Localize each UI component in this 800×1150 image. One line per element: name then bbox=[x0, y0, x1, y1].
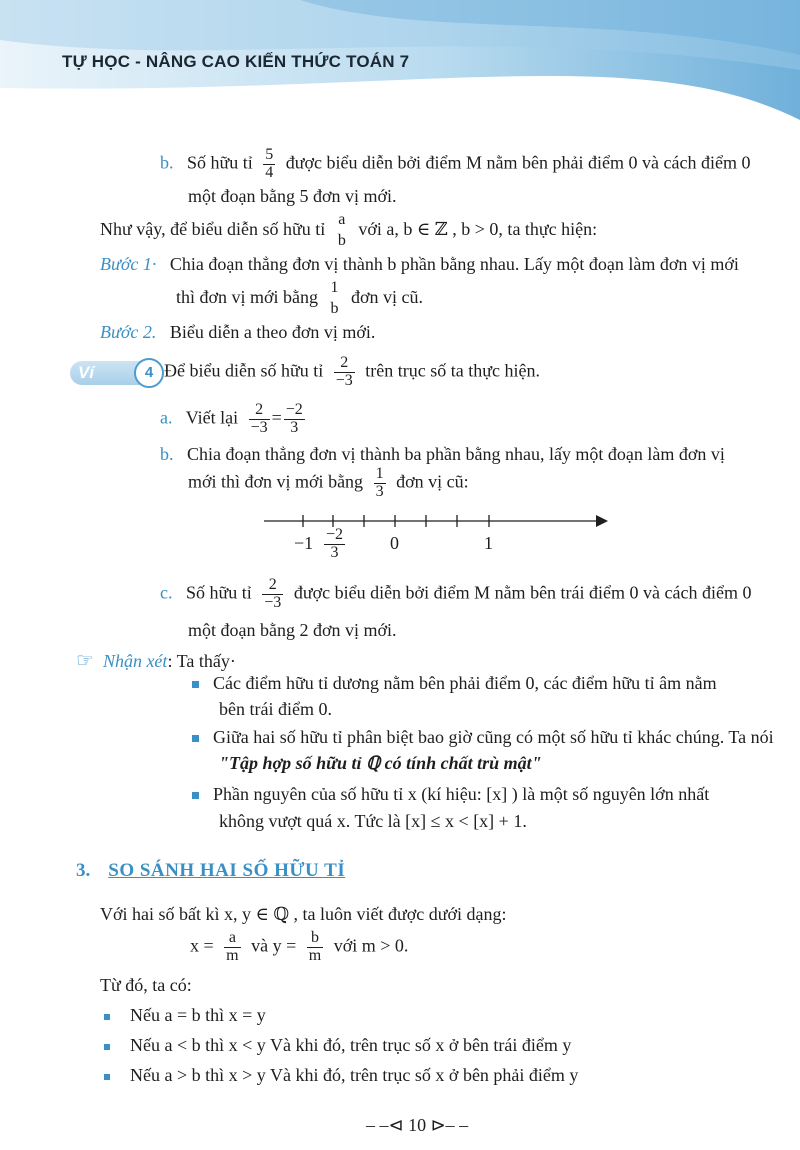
fraction-5-4: $\frac{5}{4}$ bbox=[265, 146, 274, 181]
bullet-square-icon bbox=[104, 1014, 110, 1020]
fraction-2-neg3: $\frac{2}{-3}$ bbox=[335, 354, 353, 389]
step-1-label: Bước 1· bbox=[100, 254, 157, 274]
bullet-square-icon bbox=[104, 1044, 110, 1050]
text: mới thì đơn vị mới bằng bbox=[188, 471, 364, 492]
section-3-formula bbox=[190, 930, 408, 965]
text: được biểu diễn bởi điểm M nằm bên trái điểm 0 và cách điểm 0 bbox=[293, 582, 752, 603]
label-one: 1 bbox=[484, 533, 493, 553]
remark-bullet-3-line2: không vượt quá x. Tức là [x] ≤ x < [x] + 1. bbox=[219, 811, 527, 831]
step-1-line2 bbox=[176, 280, 423, 318]
compare-item bbox=[104, 1035, 571, 1056]
text: Các điểm hữu tỉ dương nằm bên phải điểm 0, các điểm hữu tỉ âm nằm bbox=[213, 673, 717, 693]
text: được biểu diễn bởi điểm M nằm bên phải điểm 0 và cách điểm 0 bbox=[285, 152, 751, 173]
section-title: SO SÁNH HAI SỐ HỮU TỈ bbox=[108, 860, 346, 881]
fraction-2-neg3: $\frac{2}{-3}$ bbox=[250, 401, 268, 436]
general-rule bbox=[100, 212, 597, 250]
text: Viết lại bbox=[185, 407, 239, 428]
label-zero: 0 bbox=[390, 533, 399, 553]
text: : Ta thấy· bbox=[167, 651, 236, 671]
text: Nếu a < b thì x < y Và khi đó, trên trục số x ở bên trái điểm y bbox=[130, 1035, 572, 1055]
text: Biểu diễn a theo đơn vị mới. bbox=[169, 322, 376, 342]
text: đơn vị cũ: bbox=[396, 471, 469, 492]
part-b bbox=[160, 444, 725, 465]
fraction-neg2-3: $\frac{-2}{3}$ bbox=[285, 401, 303, 436]
marker-c: c. bbox=[160, 582, 173, 603]
marker-a: a. bbox=[160, 407, 173, 428]
fraction-1-b: 1 b bbox=[330, 279, 339, 317]
text: Số hữu tỉ bbox=[187, 152, 253, 173]
text: Chia đoạn thẳng đơn vị thành ba phần bằng nhau, lấy một đoạn làm đơn vị bbox=[187, 444, 725, 464]
example-intro bbox=[164, 355, 540, 390]
remark-bullet-2-quote: "Tập hợp số hữu tỉ ℚ có tính chất trù mật" bbox=[219, 753, 542, 773]
step-2-label: Bước 2. bbox=[100, 322, 157, 342]
fraction-a-b: a b bbox=[337, 211, 346, 249]
section-number: 3. bbox=[76, 860, 91, 881]
fraction-1-3: $\frac{1}{3}$ bbox=[375, 465, 384, 500]
bullet-square-icon bbox=[192, 681, 199, 688]
remark-bullet-3 bbox=[192, 784, 709, 805]
arrow-head-icon bbox=[596, 515, 608, 527]
text: và y = bbox=[251, 935, 297, 956]
text: Số hữu tỉ bbox=[186, 582, 252, 603]
header-band bbox=[0, 0, 800, 130]
part-b-top bbox=[160, 147, 750, 182]
section-3-intro: Với hai số bất kì x, y ∈ ℚ , ta luôn viết được dưới dạng: bbox=[100, 904, 507, 924]
part-a bbox=[160, 402, 311, 437]
part-b-top-line2: một đoạn bằng 5 đơn vị mới. bbox=[188, 186, 397, 206]
marker-b: b. bbox=[160, 444, 174, 464]
marker-b: b. bbox=[160, 152, 174, 173]
text: thì đơn vị mới bằng bbox=[176, 286, 319, 307]
part-b-line2 bbox=[188, 466, 469, 501]
left-dash-arrow-icon: – –⊲ bbox=[366, 1115, 409, 1135]
text: Phần nguyên của số hữu tỉ x (kí hiệu: [x] ) là một số nguyên lớn nhất bbox=[213, 784, 710, 804]
text: Nếu a = b thì x = y bbox=[130, 1005, 266, 1025]
step-1 bbox=[100, 254, 739, 275]
text: với m > 0. bbox=[333, 935, 409, 956]
fraction-2-neg3: $\frac{2}{-3}$ bbox=[264, 576, 282, 611]
text: Chia đoạn thẳng đơn vị thành b phần bằng nhau. Lấy một đoạn làm đơn vị mới bbox=[169, 254, 739, 274]
number-line bbox=[260, 508, 620, 538]
badge-number: 4 bbox=[134, 358, 164, 388]
bullet-square-icon bbox=[104, 1074, 110, 1080]
section-3-heading bbox=[76, 860, 345, 882]
text: trên trục số ta thực hiện. bbox=[365, 360, 540, 381]
remark-heading bbox=[76, 648, 236, 673]
text: Giữa hai số hữu tỉ phân biệt bao giờ cũng có một số hữu tỉ khác chúng. Ta nói bbox=[213, 727, 774, 747]
compare-item bbox=[104, 1065, 578, 1086]
remark-bullet-2 bbox=[192, 727, 774, 748]
text: x = bbox=[190, 935, 214, 956]
page-number: 10 bbox=[408, 1115, 427, 1135]
badge-label: Ví dụ bbox=[78, 363, 99, 402]
text: Như vậy, để biểu diễn số hữu tỉ bbox=[100, 218, 326, 239]
section-3-from: Từ đó, ta có: bbox=[100, 975, 192, 995]
page-footer bbox=[366, 1115, 468, 1136]
fraction-neg2-3: $\frac{-2}{3}$ bbox=[326, 526, 344, 561]
text: Nếu a > b thì x > y Và khi đó, trên trục số x ở bên phải điểm y bbox=[130, 1065, 579, 1085]
text: Để biểu diễn số hữu tỉ bbox=[164, 360, 324, 381]
label-neg2-3 bbox=[318, 527, 351, 562]
label-minus-one: −1 bbox=[294, 533, 314, 553]
step-2 bbox=[100, 322, 375, 343]
remark-bullet-1-line2: bên trái điểm 0. bbox=[219, 699, 332, 719]
equals: = bbox=[271, 407, 282, 428]
part-c bbox=[160, 577, 751, 612]
bullet-square-icon bbox=[192, 792, 199, 799]
fraction-b-m: $\frac{b}{m}$ bbox=[308, 929, 322, 964]
remark-bullet-1 bbox=[192, 673, 717, 694]
bullet-square-icon bbox=[192, 735, 199, 742]
pointing-hand-icon: ☞ bbox=[76, 650, 94, 672]
remark-label: Nhận xét bbox=[102, 651, 168, 671]
book-title: TỰ HỌC - NÂNG CAO KIẾN THỨC TOÁN 7 bbox=[62, 52, 410, 71]
fraction-a-m: $\frac{a}{m}$ bbox=[226, 929, 239, 964]
part-c-line2: một đoạn bằng 2 đơn vị mới. bbox=[188, 620, 397, 640]
right-dash-arrow-icon: ⊳– – bbox=[426, 1115, 469, 1135]
compare-item bbox=[104, 1005, 266, 1026]
text: với a, b ∈ ℤ , b > 0, ta thực hiện: bbox=[358, 218, 598, 239]
text: đơn vị cũ. bbox=[351, 286, 424, 307]
